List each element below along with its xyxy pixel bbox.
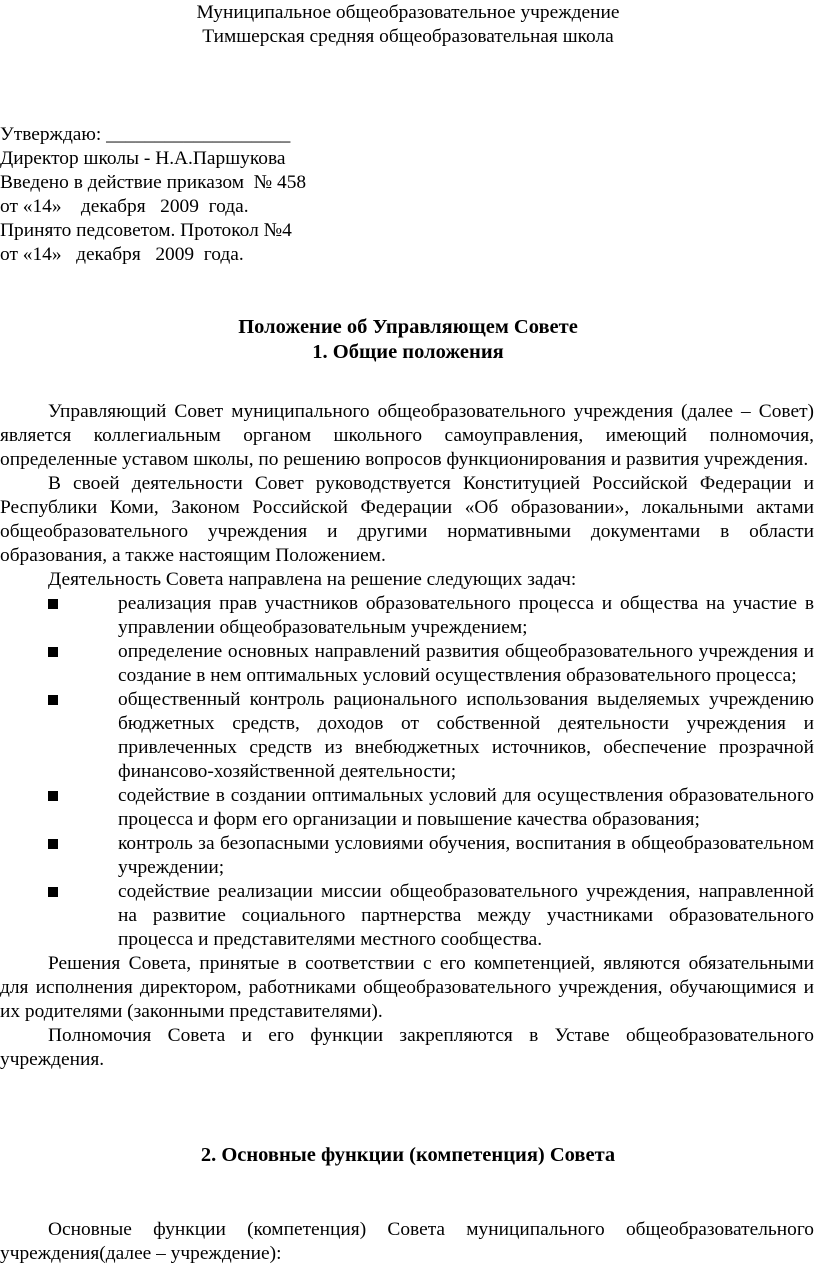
paragraph-1: Управляющий Совет муниципального общеобразовательного учреждения (далее – Совет) является коллегиальным органом школьного самоуправления, имеющий полномочия, определенные уставом школы, по решению вопросов функционирования и развития учреждения.: [0, 401, 814, 470]
task-text: содействие в создании оптимальных условий для осуществления образовательного процесса и форм его организации и повышение качества образования;: [118, 785, 814, 830]
list-item: [0, 688, 814, 784]
square-bullet-icon: [48, 887, 58, 897]
list-item: [0, 832, 814, 880]
list-item: [0, 640, 814, 688]
task-text: содействие реализации миссии общеобразовательного учреждения, направленной на развитие социального партнерства между участниками образовательного процесса и представителями местного сообщества.: [118, 881, 814, 950]
header-line-1: Муниципальное общеобразовательное учреждение: [196, 2, 620, 23]
approval-line-4: от «14» декабря 2009 года.: [0, 196, 249, 217]
list-item: [0, 592, 814, 640]
school-header: [0, 1, 816, 49]
paragraph-2: В своей деятельности Совет руководствуется Конституцией Российской Федерации и Республики Коми, Законом Российской Федерации «Об образовании», локальными актами общеобразовательного учреждения и другими нормативными документами в области образования, а также настоящим Положением.: [0, 473, 814, 566]
approval-line-3: Введено в действие приказом № 458: [0, 172, 307, 193]
square-bullet-icon: [48, 599, 58, 609]
section-1-title: 1. Общие положения: [312, 341, 504, 363]
paragraph-4: Решения Совета, принятые в соответствии с его компетенцией, являются обязательными для исполнения директором, работниками общеобразовательного учреждения, обучающимися и их родителями (законными представителями).: [0, 953, 814, 1022]
square-bullet-icon: [48, 647, 58, 657]
paragraph-3: Деятельность Совета направлена на решение следующих задач:: [48, 569, 577, 590]
list-item: [0, 784, 814, 832]
main-title: Положение об Управляющем Совете: [238, 316, 578, 338]
task-text: определение основных направлений развития общеобразовательного учреждения и создание в нем оптимальных условий осуществления образовательного процесса;: [118, 641, 814, 686]
square-bullet-icon: [48, 695, 58, 705]
list-item: [0, 880, 814, 952]
task-text: общественный контроль рационального использования выделяемых учреждению бюджетных средств, доходов от собственной деятельности учреждения и привлеченных средств из внебюджетных источников, обеспечение прозрачной финансово-хозяйственной деятельности;: [118, 689, 814, 782]
document-title: [0, 315, 816, 365]
tasks-list: [0, 592, 814, 952]
approval-line-6: от «14» декабря 2009 года.: [0, 244, 244, 265]
approval-block: [0, 123, 420, 267]
section-2-body: [0, 1218, 814, 1266]
task-text: реализация прав участников образовательного процесса и общества на участие в управлении общеобразовательным учреждением;: [118, 593, 814, 638]
approval-line-1: Утверждаю: ___________________: [0, 124, 291, 145]
approval-line-2: Директор школы - Н.А.Паршукова: [0, 148, 286, 169]
square-bullet-icon: [48, 791, 58, 801]
task-text: контроль за безопасными условиями обучения, воспитания в общеобразовательном учреждении;: [118, 833, 814, 878]
section-2-title: 2. Основные функции (компетенция) Совета: [200, 1144, 616, 1166]
square-bullet-icon: [48, 839, 58, 849]
section-1-body: [0, 400, 814, 1072]
section-2-paragraph-1: Основные функции (компетенция) Совета муниципального общеобразовательного учреждения(далее – учреждение):: [0, 1219, 814, 1264]
approval-line-5: Принято педсоветом. Протокол №4: [0, 220, 292, 241]
header-line-2: Тимшерская средняя общеобразовательная школа: [202, 26, 614, 47]
paragraph-5: Полномочия Совета и его функции закрепляются в Уставе общеобразовательного учреждения.: [0, 1025, 814, 1070]
